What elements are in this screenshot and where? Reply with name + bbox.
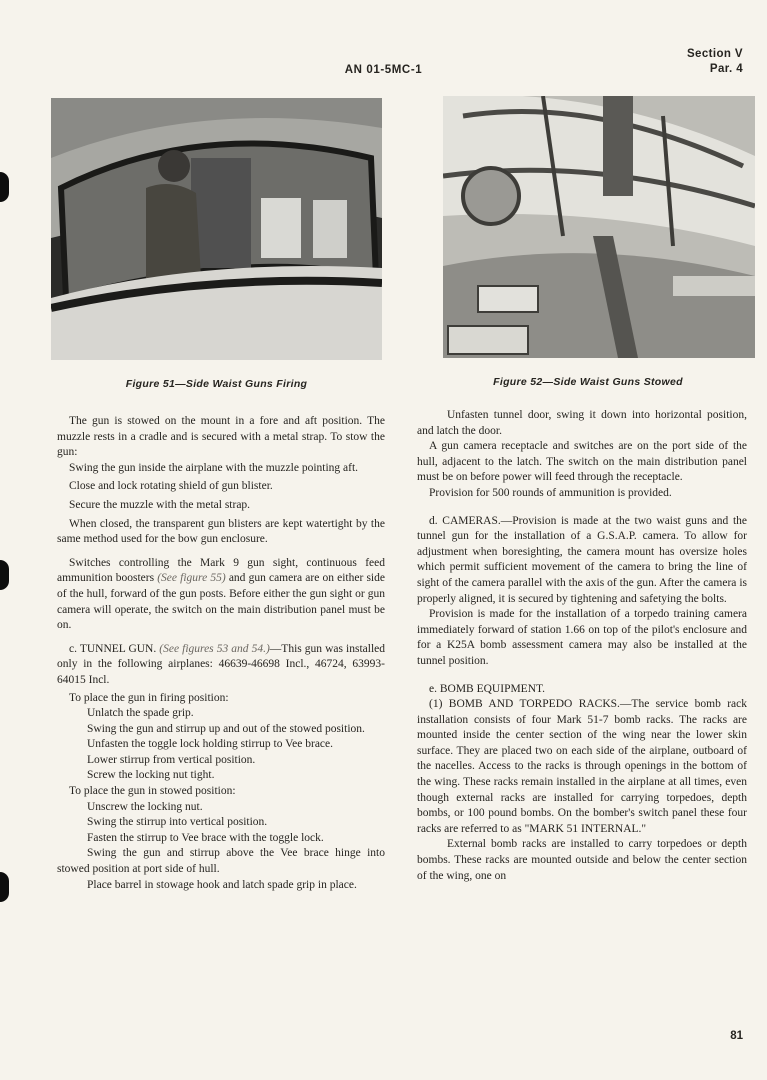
- paragraph: Fasten the stirrup to Vee brace with the toggle lock.: [87, 831, 324, 844]
- paragraph: (1) BOMB AND TORPEDO RACKS.—The service bomb rack installation consists of four Mark 51-7 bomb racks. The racks are mounted inside the center section of the wing near the lower skin surface. They are placed two on each side of the airplane, outboard of the nacelles. Access to the racks is through openings in the bottom of the wing. These racks remain installed in the airplane at all times, even though external racks are installed for carrying torpedoes, depth bombs, or 100 pound bombs. On the bomber's switch panel these four racks are referred to as "MARK 51 INTERNAL.": [417, 698, 747, 835]
- paragraph: When closed, the transparent gun blisters are kept watertight by the same method used for the bow gun enclosure.: [57, 517, 385, 546]
- paragraph: [57, 556, 385, 634]
- figure-51-photo: [51, 98, 382, 360]
- paragraph: [57, 642, 385, 689]
- text: and gun camera are on either side of the hull, forward of the gun posts. Before either the gun sight or gun camera will operate, the switch on the main distribution panel must be on.: [57, 572, 385, 632]
- text: Switches controlling the Mark 9 gun sight, continuous feed ammunition boosters: [57, 556, 385, 585]
- section-reference: [687, 47, 743, 77]
- paragraph: Unscrew the locking nut.: [87, 800, 203, 813]
- paragraph: Provision is made for the installation of a torpedo training camera immediately forward of station 1.66 on top of the pilot's enclosure and for a K25A bomb assessment camera may also be installed at the tunnel position.: [417, 608, 747, 667]
- text: —This gun was installed only in the following airplanes: 46639-46698 Incl., 46724, 63993-64015 Incl.: [57, 642, 386, 686]
- paragraph-label: Par. 4: [709, 63, 743, 75]
- right-column: [417, 408, 747, 884]
- paragraph: The gun is stowed on the mount in a fore and aft position. The muzzle rests in a cradle and is secured with a metal strap. To stow the gun:: [57, 415, 385, 459]
- figure-51-caption: Figure 51—Side Waist Guns Firing: [125, 378, 308, 390]
- figure-52-caption: Figure 52—Side Waist Guns Stowed: [493, 376, 683, 388]
- section-heading: e. BOMB EQUIPMENT.: [429, 682, 546, 695]
- figure-52-photo: [443, 96, 755, 358]
- paragraph: Place barrel in stowage hook and latch spade grip in place.: [87, 878, 357, 891]
- paragraph: Swing the gun and stirrup up and out of the stowed position.: [87, 722, 365, 735]
- paragraph: Swing the stirrup into vertical position.: [87, 816, 268, 829]
- paragraph: Swing the gun inside the airplane with the muzzle pointing aft.: [69, 461, 359, 474]
- paragraph: Secure the muzzle with the metal strap.: [69, 498, 251, 511]
- paragraph: Close and lock rotating shield of gun blister.: [69, 480, 273, 493]
- binder-hole: [0, 872, 9, 902]
- paragraph: Unlatch the spade grip.: [87, 707, 194, 720]
- paragraph: To place the gun in stowed position:: [69, 785, 236, 798]
- paragraph: To place the gun in firing position:: [69, 691, 229, 704]
- binder-hole: [0, 172, 9, 202]
- text: c. TUNNEL GUN.: [69, 642, 160, 655]
- figure-reference: (See figure 55): [157, 572, 226, 585]
- paragraph: A gun camera receptacle and switches are on the port side of the hull, adjacent to the latch. The switch on the main distribution panel must be on before power will feed through the receptacle.: [417, 440, 747, 484]
- left-column: [57, 414, 385, 893]
- paragraph: Provision for 500 rounds of ammunition is provided.: [429, 486, 672, 499]
- paragraph: Screw the locking nut tight.: [87, 769, 215, 782]
- paragraph: Swing the gun and stirrup above the Vee brace hinge into stowed position at port side of hull.: [57, 847, 385, 876]
- paragraph: Lower stirrup from vertical position.: [87, 753, 256, 766]
- figure-reference: (See figures 53 and 54.): [159, 642, 270, 655]
- paragraph: External bomb racks are installed to carry torpedoes or depth bombs. These racks are mounted outside and below the center section of the wing, one on: [417, 838, 747, 882]
- paragraph: d. CAMERAS.—Provision is made at the two waist guns and the tunnel gun for the installation of a G.S.A.P. camera. To allow for adjustment when boresighting, the camera mount has oversize holes which permit sufficient movement of the camera to bring the line of sight of the camera parallel with the axis of the gun. After the camera is properly aligned, it is secured by tightening and safetying the bolts.: [417, 514, 747, 605]
- paragraph: Unfasten tunnel door, swing it down into horizontal position, and latch the door.: [417, 409, 747, 437]
- binder-hole: [0, 560, 9, 590]
- page-number: 81: [730, 1030, 743, 1042]
- document-id: AN 01-5MC-1: [344, 64, 423, 76]
- section-label: Section V: [686, 48, 743, 60]
- paragraph: Unfasten the toggle lock holding stirrup to Vee brace.: [87, 738, 334, 751]
